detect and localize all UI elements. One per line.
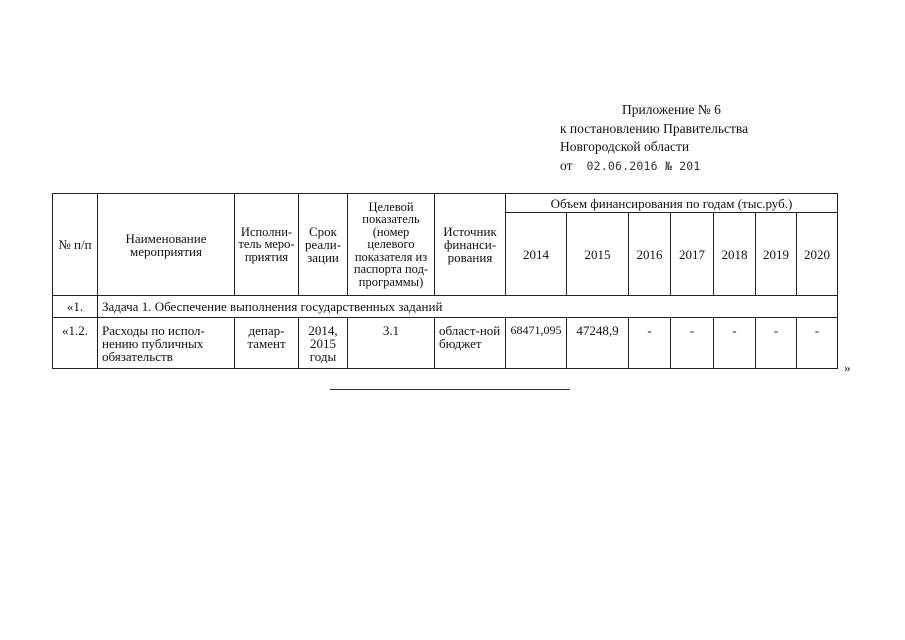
table-row bbox=[53, 318, 838, 369]
header-indicator: Целевой показатель (номер целевого показателя из паспорта под-программы) bbox=[348, 194, 435, 296]
header-executor: Исполни-тель меро-приятия bbox=[235, 194, 299, 296]
header-funding-group: Объем финансирования по годам (тыс.руб.) bbox=[506, 194, 838, 213]
row-value-2020: - bbox=[797, 318, 838, 369]
row-value-2019: - bbox=[756, 318, 797, 369]
row-source: област-ной бюджет bbox=[435, 318, 506, 369]
row-value-2017: - bbox=[671, 318, 714, 369]
header-name: Наименование мероприятия bbox=[98, 194, 235, 296]
appendix-title: Приложение № 6 bbox=[622, 102, 721, 117]
header-year-2020: 2020 bbox=[797, 213, 838, 296]
date-stamp: 02.06.2016 № 201 bbox=[586, 158, 701, 173]
header-year-2015: 2015 bbox=[567, 213, 629, 296]
row-num: «1.2. bbox=[53, 318, 98, 369]
header-term: Срок реали-зации bbox=[299, 194, 348, 296]
row-executor: депар-тамент bbox=[235, 318, 299, 369]
header-year-2016: 2016 bbox=[629, 213, 671, 296]
date-prefix: от bbox=[560, 157, 573, 173]
task-num: «1. bbox=[53, 296, 98, 318]
row-name: Расходы по испол-нению публичных обязательств bbox=[98, 318, 235, 369]
resolution-reference: к постановлению Правительства bbox=[560, 120, 749, 136]
separator-line bbox=[330, 389, 570, 390]
closing-quote: » bbox=[844, 360, 851, 375]
header-year-2017: 2017 bbox=[671, 213, 714, 296]
row-term: 2014, 2015 годы bbox=[299, 318, 348, 369]
row-indicator: 3.1 bbox=[348, 318, 435, 369]
row-value-2014: 68471,095 bbox=[506, 318, 567, 369]
header-year-2018: 2018 bbox=[714, 213, 756, 296]
funding-table bbox=[52, 193, 838, 369]
task-row bbox=[53, 296, 838, 318]
header-year-2019: 2019 bbox=[756, 213, 797, 296]
header-source: Источник финанси-рования bbox=[435, 194, 506, 296]
date-row bbox=[560, 157, 748, 176]
row-value-2018: - bbox=[714, 318, 756, 369]
task-text: Задача 1. Обеспечение выполнения государственных заданий bbox=[98, 296, 838, 318]
row-value-2016: - bbox=[629, 318, 671, 369]
row-value-2015: 47248,9 bbox=[567, 318, 629, 369]
region-name: Новгородской области bbox=[560, 139, 690, 154]
header-year-2014: 2014 bbox=[506, 213, 567, 296]
header-num: № п/п bbox=[53, 194, 98, 296]
document-header bbox=[560, 101, 748, 175]
